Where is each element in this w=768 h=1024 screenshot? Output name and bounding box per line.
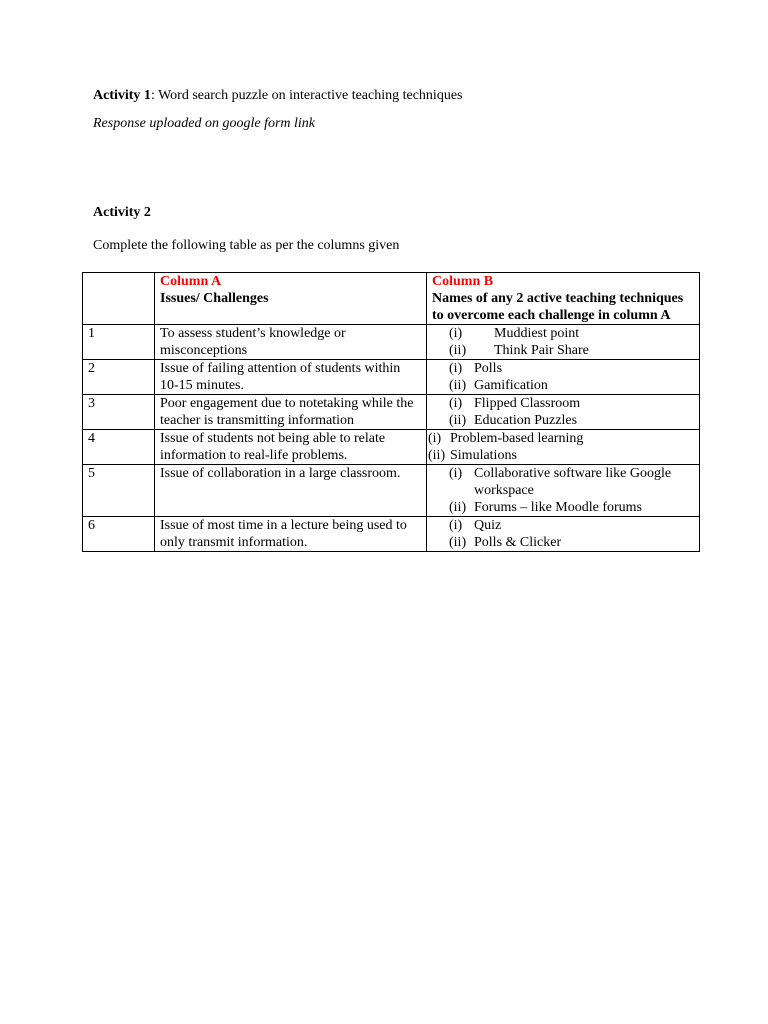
technique-text: Collaborative software like Google workspace [474,466,672,498]
technique-item [428,447,694,464]
technique-text: Muddiest point [494,326,580,341]
technique-marker: (i) [449,326,463,341]
technique-item [432,517,694,534]
table-row [83,325,700,360]
header-column-a [155,273,427,325]
technique-marker: (ii) [449,343,467,358]
challenges-table [82,272,700,552]
technique-text: Simulations [450,448,517,463]
activity-1-label: Activity 1 [93,88,151,103]
technique-marker: (i) [449,361,463,376]
row-number: 3 [83,395,155,430]
row-issue: Poor engagement due to notetaking while the teacher is transmitting information [155,395,427,430]
technique-text: Flipped Classroom [474,396,581,411]
technique-marker: (i) [428,431,442,446]
technique-item [428,430,694,447]
technique-marker: (ii) [449,535,467,550]
row-issue: Issue of collaboration in a large classroom. [155,465,427,517]
row-techniques [427,430,700,465]
technique-marker: (i) [449,396,463,411]
row-techniques [427,465,700,517]
column-b-subtitle: Names of any 2 active teaching techniques to overcome each challenge in column A [432,291,684,323]
technique-item [432,534,694,551]
technique-marker: (i) [449,518,463,533]
technique-text: Polls [474,361,503,376]
technique-item [432,465,694,499]
row-issue: To assess student’s knowledge or misconceptions [155,325,427,360]
table-header-row [83,273,700,325]
row-number: 6 [83,517,155,552]
technique-item [432,395,694,412]
column-a-title: Column A [160,274,222,289]
technique-item [432,325,694,342]
technique-text: Think Pair Share [494,343,589,358]
technique-text: Quiz [474,518,502,533]
technique-text: Gamification [474,378,548,393]
technique-item [432,377,694,394]
header-number-cell [83,273,155,325]
technique-text: Polls & Clicker [474,535,562,550]
technique-text: Problem-based learning [450,431,584,446]
row-techniques [427,517,700,552]
table-row [83,517,700,552]
column-b-title: Column B [432,274,494,289]
header-column-b [427,273,700,325]
technique-item [432,342,694,359]
activity-2-instruction: Complete the following table as per the columns given [93,238,400,253]
table-row [83,465,700,517]
row-number: 1 [83,325,155,360]
row-techniques [427,325,700,360]
table-row [83,430,700,465]
table-row [83,395,700,430]
row-number: 5 [83,465,155,517]
technique-item [432,360,694,377]
technique-marker: (ii) [449,500,467,515]
technique-text: Education Puzzles [474,413,578,428]
activity-1-description: : Word search puzzle on interactive teaching techniques [150,88,463,103]
activity-2-label: Activity 2 [93,205,151,220]
column-a-subtitle: Issues/ Challenges [160,291,269,306]
activity-1-line [93,88,462,104]
technique-marker: (i) [449,466,463,481]
technique-item [432,412,694,429]
row-issue: Issue of failing attention of students within 10-15 minutes. [155,360,427,395]
activity-1-response: Response uploaded on google form link [93,116,316,131]
technique-marker: (ii) [449,413,467,428]
table-row [83,360,700,395]
row-techniques [427,395,700,430]
technique-marker: (ii) [428,448,446,463]
row-number: 4 [83,430,155,465]
row-number: 2 [83,360,155,395]
technique-item [432,499,694,516]
row-issue: Issue of students not being able to relate information to real-life problems. [155,430,427,465]
row-issue: Issue of most time in a lecture being used to only transmit information. [155,517,427,552]
row-techniques [427,360,700,395]
technique-text: Forums – like Moodle forums [474,500,642,515]
technique-marker: (ii) [449,378,467,393]
